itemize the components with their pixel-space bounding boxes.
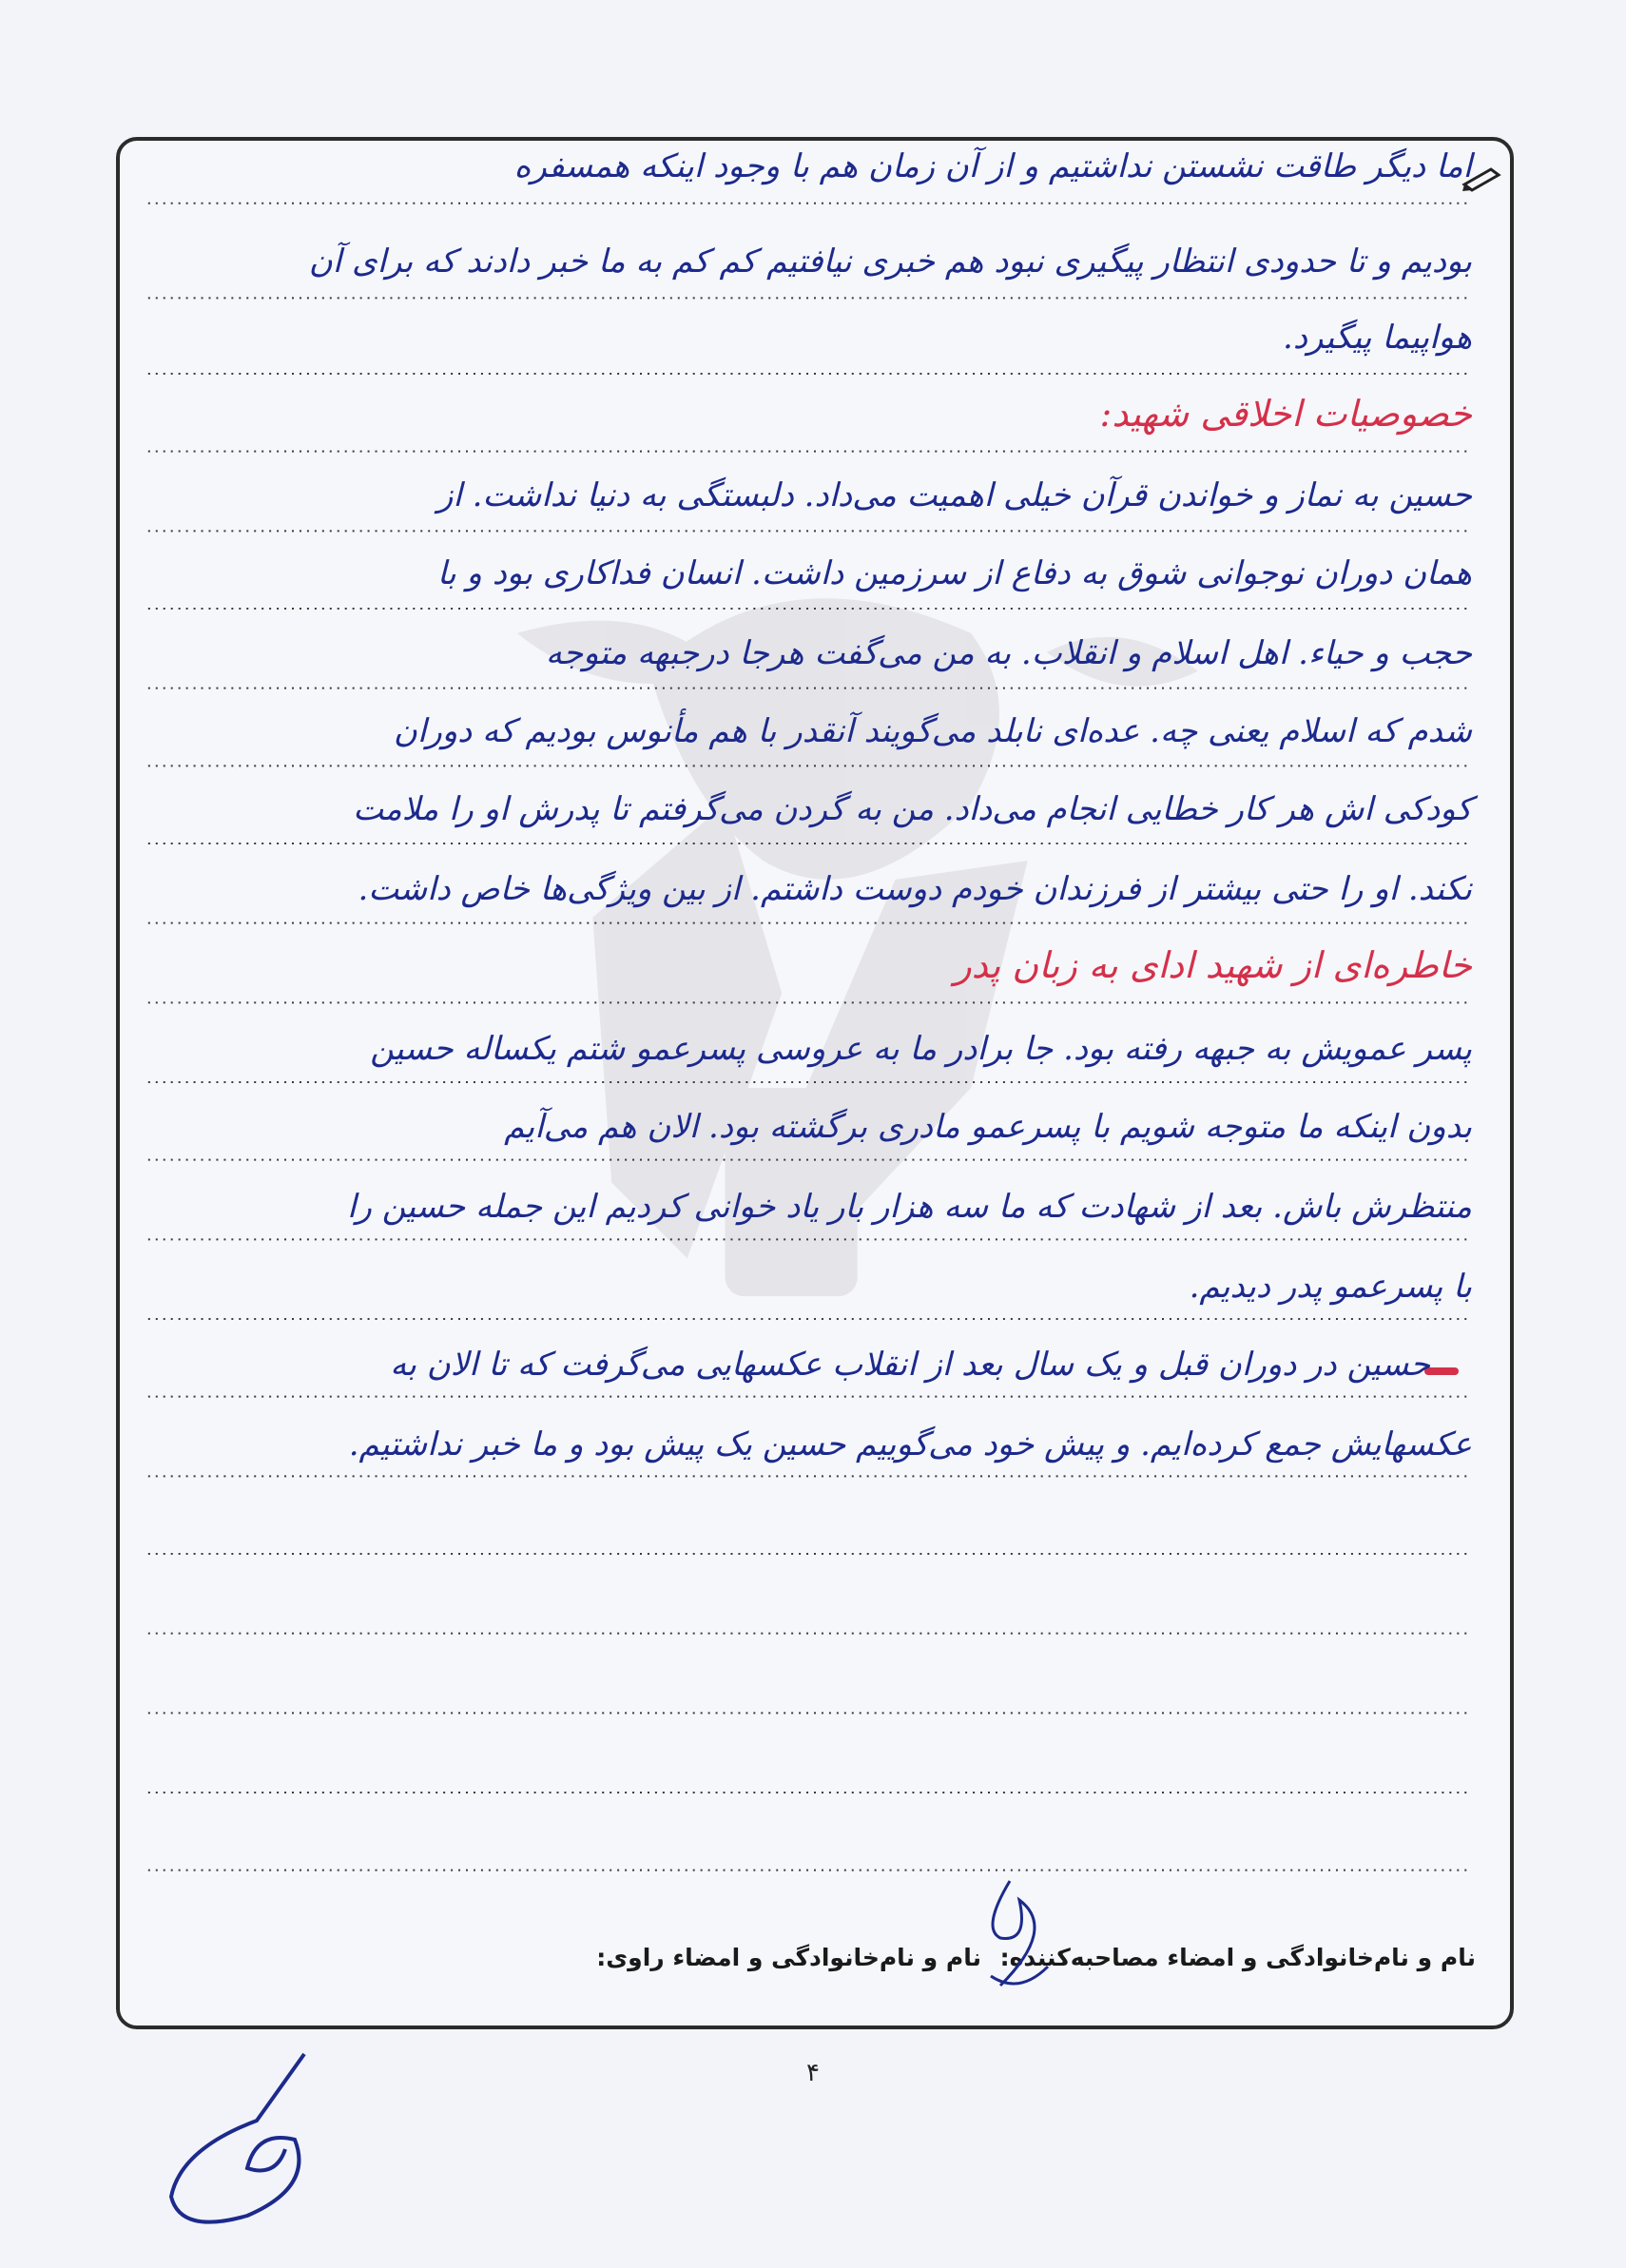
page-number: ۴ <box>806 2059 820 2087</box>
signature-icon <box>143 2045 352 2235</box>
handwritten-line: حسین به نماز و خواندن قرآن خیلی اهمیت می‌داد. دلبستگی به دنیا نداشت. از <box>436 476 1472 514</box>
signature-icon <box>943 1871 1095 2014</box>
handwritten-line: هواپیما پیگیرد. <box>1283 319 1472 357</box>
handwritten-line: پسر عمویش به جبهه رفته بود. جا برادر ما به عروسی پسرعمو شتم یکساله حسین <box>370 1030 1472 1068</box>
section-heading-ethics: خصوصیات اخلاقی شهید: <box>1099 393 1472 435</box>
handwritten-line: بدون اینکه ما متوجه شویم با پسرعمو مادری برگشته بود. الان هم می‌آیم <box>504 1108 1472 1146</box>
handwritten-line: بودیم و تا حدودی انتظار پیگیری نبود هم خبری نیافتیم کم کم به ما خبر دادند که برای آن <box>308 242 1472 281</box>
handwritten-line: شدم که اسلام یعنی چه. عده‌ای نابلد می‌گویند آنقدر با هم مأنوس بودیم که دوران <box>393 712 1472 750</box>
handwritten-line: حسین در دوران قبل و یک سال بعد از انقلاب عکسهایی می‌گرفت که تا الان به <box>390 1346 1430 1384</box>
handwritten-line: کودکی اش هر کار خطایی انجام می‌داد. من به گردن می‌گرفتم تا پدرش او را ملامت <box>353 790 1472 828</box>
signature-footer <box>154 1923 1476 1999</box>
handwritten-line: منتظرش باش. بعد از شهادت که ما سه هزار بار یاد خوانی کردیم این جمله حسین را <box>347 1188 1472 1226</box>
narrator-signature-label: نام و نام‌خانوادگی و امضاء راوی: <box>596 1944 981 1971</box>
handwritten-line: نکند. او را حتی بیشتر از فرزندان خودم دوست داشتم. از بین ویژگی‌ها خاص داشت. <box>358 870 1472 908</box>
notebook-page-frame <box>116 137 1514 2029</box>
handwritten-line: حجب و حیاء. اهل اسلام و انقلاب. به من می‌گفت هرجا درجبهه متوجه <box>545 634 1472 672</box>
handwritten-line: اما دیگر طاقت نشستن نداشتیم و از آن زمان هم با وجود اینکه همسفره <box>513 147 1472 185</box>
handwritten-line: همان دوران نوجوانی شوق به دفاع از سرزمین داشت. انسان فداکاری بود و با <box>436 554 1472 592</box>
handwritten-line: عکسهایش جمع کرده‌ایم. و پیش خود می‌گوییم حسین یک پیش بود و ما خبر نداشتیم. <box>348 1425 1472 1464</box>
interviewer-signature-label: نام و نام‌خانوادگی و امضاء مصاحبه‌کننده: <box>999 1944 1476 1971</box>
section-heading-memories: خاطره‌ای از شهید ادای به زبان پدر <box>954 944 1472 986</box>
handwritten-line: با پسرعمو پدر دیدیم. <box>1189 1268 1472 1306</box>
